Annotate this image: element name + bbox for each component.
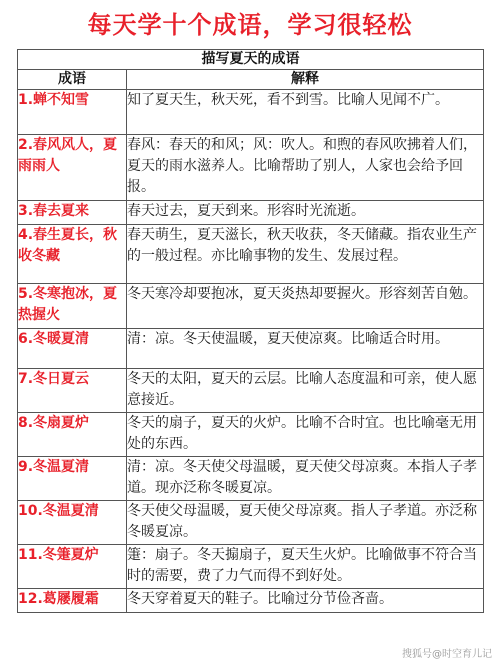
idiom-cell: 7.冬日夏云 <box>18 369 127 413</box>
table-row <box>18 501 484 545</box>
idiom-cell: 11.冬箑夏炉 <box>18 545 127 589</box>
table-row <box>18 225 484 284</box>
table-row <box>18 545 484 589</box>
idiom-cell: 5.冬寒抱冰，夏热握火 <box>18 284 127 329</box>
explanation-cell: 清：凉。冬天使父母温暖，夏天使父母凉爽。本指人子孝道。现亦泛称冬暖夏凉。 <box>127 457 484 501</box>
idiom-cell: 4.春生夏长，秋收冬藏 <box>18 225 127 284</box>
table-row <box>18 90 484 135</box>
column-header-explain: 解释 <box>127 70 484 90</box>
explanation-cell: 冬天寒冷却要抱冰，夏天炎热却要握火。形容刻苦自勉。 <box>127 284 484 329</box>
explanation-cell: 春风：春天的和风；风：吹人。和煦的春风吹拂着人们，夏天的雨水滋养人。比喻帮助了别人，人家也会给予回报。 <box>127 135 484 201</box>
idiom-cell: 1.蝉不知雪 <box>18 90 127 135</box>
idiom-cell: 3.春去夏来 <box>18 201 127 225</box>
table-row <box>18 369 484 413</box>
table-caption: 描写夏天的成语 <box>18 50 484 70</box>
column-header-idiom: 成语 <box>18 70 127 90</box>
page-title: 每天学十个成语，学习很轻松 <box>87 11 413 39</box>
table-row <box>18 457 484 501</box>
explanation-cell: 春天过去，夏天到来。形容时光流逝。 <box>127 201 484 225</box>
idiom-cell: 6.冬暖夏清 <box>18 329 127 369</box>
explanation-cell: 冬天的扇子，夏天的火炉。比喻不合时宜。也比喻毫无用处的东西。 <box>127 413 484 457</box>
explanation-cell: 春天萌生，夏天滋长，秋天收获，冬天储藏。指农业生产的一般过程。亦比喻事物的发生、发展过程。 <box>127 225 484 284</box>
table-row <box>18 284 484 329</box>
table-row <box>18 329 484 369</box>
idiom-cell: 2.春风风人，夏雨雨人 <box>18 135 127 201</box>
explanation-cell: 冬天的太阳，夏天的云层。比喻人态度温和可亲，使人愿意接近。 <box>127 369 484 413</box>
table-row <box>18 589 484 613</box>
idiom-table <box>17 49 484 613</box>
idiom-cell: 10.冬温夏清 <box>18 501 127 545</box>
table-row <box>18 201 484 225</box>
explanation-cell: 冬天使父母温暖，夏天使父母凉爽。指人子孝道。亦泛称冬暖夏凉。 <box>127 501 484 545</box>
explanation-cell: 知了夏天生，秋天死，看不到雪。比喻人见闻不广。 <box>127 90 484 135</box>
watermark-credit: 搜狐号@时空育儿记 <box>402 649 492 660</box>
table-row <box>18 135 484 201</box>
table-row <box>18 413 484 457</box>
explanation-cell: 冬天穿着夏天的鞋子。比喻过分节俭吝啬。 <box>127 589 484 613</box>
explanation-cell: 清：凉。冬天使温暖，夏天使凉爽。比喻适合时用。 <box>127 329 484 369</box>
idiom-cell: 12.葛屦履霜 <box>18 589 127 613</box>
idiom-cell: 8.冬扇夏炉 <box>18 413 127 457</box>
idiom-cell: 9.冬温夏清 <box>18 457 127 501</box>
table-caption-row <box>18 50 484 70</box>
table-header-row <box>18 70 484 90</box>
explanation-cell: 箑：扇子。冬天搧扇子，夏天生火炉。比喻做事不符合当时的需要，费了力气而得不到好处。 <box>127 545 484 589</box>
